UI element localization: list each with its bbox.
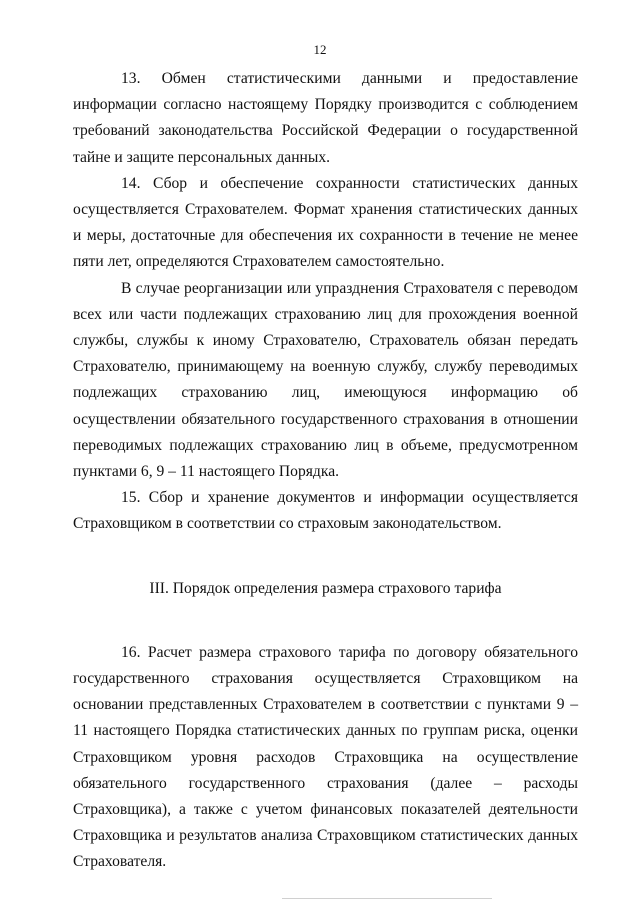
paragraph-16: 16. Расчет размера страхового тарифа по договору обязательного государственного страхования осуществляется Страховщиком на основании представленных Страхователем в соответствии с пунктами 9 – 11 настоящего Порядка статистических данных по группам риска, оценки Страховщиком уровня расходов Страховщика на осуществление обязательного государственного страхования (далее – расходы Страховщика), а также с учетом финансовых показателей деятельности Страховщика и результатов анализа Страховщиком статистических данных Страхователя. (73, 643, 578, 871)
scan-edge-line (282, 898, 492, 899)
paragraph-15: 15. Сбор и хранение документов и информации осуществляется Страховщиком в соответствии со страховым законодательством. (73, 489, 578, 533)
paragraph-14: 14. Сбор и обеспечение сохранности статистических данных осуществляется Страхователем. Формат хранения статистических данных и меры, достаточные для обеспечения их сохранности в течение не менее пяти лет, определяются Страхователем самостоятельно. (73, 174, 578, 271)
paragraph-14-reorganization: В случае реорганизации или упразднения Страхователя с переводом всех или части подлежащих страхованию лиц для прохождения военной службы, службы к иному Страхователю, Страхователь обязан передать Страхователю, принимающему на военную службу, службу переводимых подлежащих страхованию лиц, имеющуюся информацию об осуществлении обязательного государственного страхования в отношении переводимых подлежащих страхованию лиц в объеме, предусмотренном пунктами 6, 9 – 11 настоящего Порядка. (73, 279, 578, 481)
paragraph-13: 13. Обмен статистическими данными и предоставление информации согласно настоящему Порядку производится с соблюдением требований законодательства Российской Федерации о государственной тайне и защите персональных данных. (73, 70, 578, 166)
page-number: 12 (313, 42, 327, 57)
section-heading: III. Порядок определения размера страхового тарифа (149, 579, 502, 597)
document-body (73, 66, 578, 876)
